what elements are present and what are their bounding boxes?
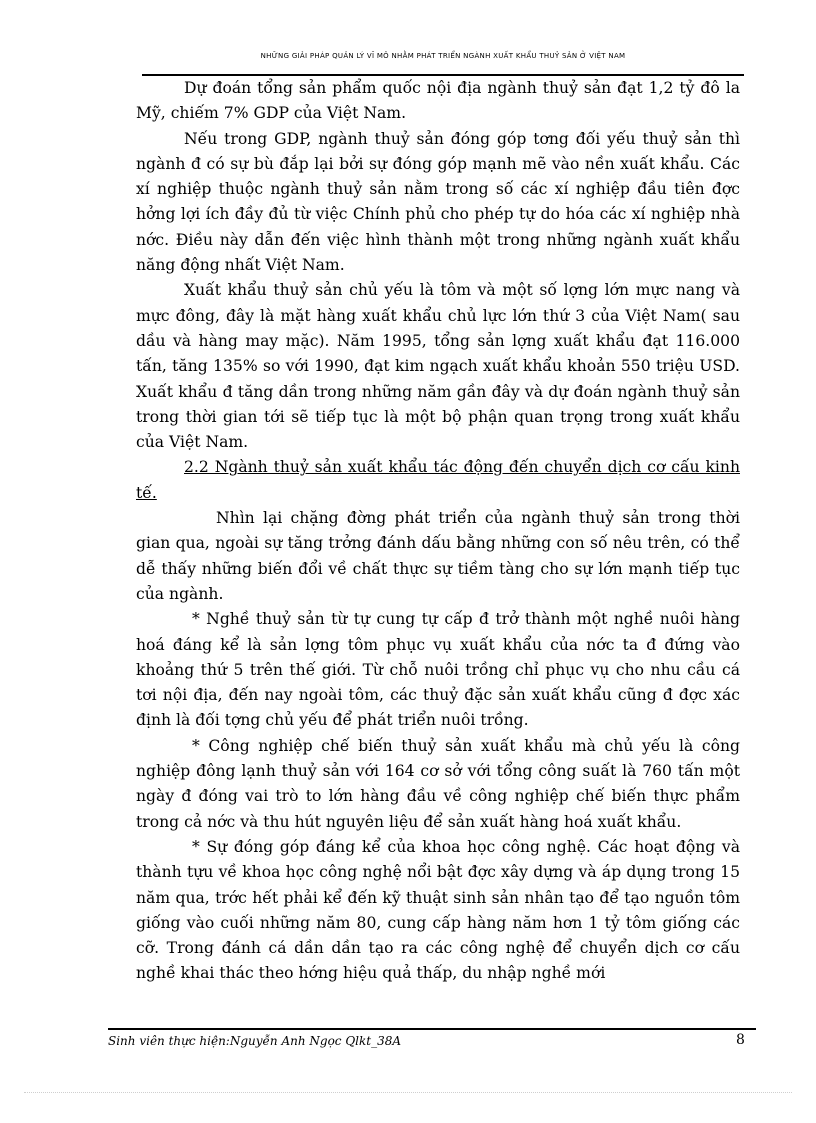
footer-author: Sinh viên thực hiện:Nguyễn Anh Ngọc Qlkt_38A: [108, 1034, 402, 1048]
document-body: [136, 76, 740, 987]
paragraph: Nhìn lại chặng đờng phát triển của ngành thuỷ sản trong thời gian qua, ngoài sự tăng trởng đánh dấu bằng những con số nêu trên, có thể dễ thấy những biến đổi về chất thực sự tiềm tàng cho sự lớn mạnh tiếp tục của ngành.: [136, 509, 740, 603]
paragraph: * Nghề thuỷ sản từ tự cung tự cấp đ trở thành một nghề nuôi hàng hoá đáng kể là sản lợng tôm phục vụ xuất khẩu của nớc ta đ đứng vào khoảng thứ 5 trên thế giới. Từ chỗ nuôi trồng chỉ phục vụ cho nhu cầu cá tơi nội địa, đến nay ngoài tôm, các thuỷ đặc sản xuất khẩu cũng đ đợc xác định là đối tợng chủ yếu để phát triển nuôi trồng.: [136, 610, 740, 730]
footer-divider: [108, 1028, 756, 1030]
paragraph: Nếu trong GDP, ngành thuỷ sản đóng góp tơng đối yếu thuỷ sản thì ngành đ có sự bù đắp lại bởi sự đóng góp mạnh mẽ vào nền xuất khẩu. Các xí nghiệp thuộc ngành thuỷ sản nằm trong số các xí nghiệp đầu tiên đợc hởng lợi ích đầy đủ từ việc Chính phủ cho phép tự do hóa các xí nghiệp nhà nớc. Điều này dẫn đến việc hình thành một trong những ngành xuất khẩu năng động nhất Việt Nam.: [136, 129, 740, 275]
paragraph: Dự đoán tổng sản phẩm quốc nội địa ngành thuỷ sản đạt 1,2 tỷ đô la Mỹ, chiếm 7% GDP của Việt Nam.: [136, 79, 740, 123]
running-header: [142, 48, 744, 76]
page-bottom-edge: [24, 1092, 792, 1093]
section-heading: 2.2 Ngành thuỷ sản xuất khẩu tác động đến chuyển dịch cơ cấu kinh tế.: [136, 458, 740, 502]
paragraph: * Sự đóng góp đáng kể của khoa học công nghệ. Các hoạt động và thành tựu về khoa học công nghệ nổi bật đợc xây dựng và áp dụng trong 15 năm qua, trớc hết phải kể đến kỹ thuật sinh sản nhân tạo để tạo nguồn tôm giống vào cuối những năm 80, cung cấp hàng năm hơn 1 tỷ tôm giống các cỡ. Trong đánh cá dần dần tạo ra các công nghệ để chuyển dịch cơ cấu nghề khai thác theo hớng hiệu quả thấp, du nhập nghề mới: [136, 837, 740, 983]
paragraph: * Công nghiệp chế biến thuỷ sản xuất khẩu mà chủ yếu là công nghiệp đông lạnh thuỷ sản với 164 cơ sở với tổng công suất là 760 tấn một ngày đ đóng vai trò to lớn hàng đầu về công nghiệp chế biến thực phẩm trong cả nớc và thu hút nguyên liệu để sản xuất hàng hoá xuất khẩu.: [136, 736, 740, 831]
page-number: 8: [736, 1032, 745, 1048]
paragraph: Xuất khẩu thuỷ sản chủ yếu là tôm và một số lợng lớn mực nang và mực đông, đây là mặt hàng xuất khẩu chủ lực lớn thứ 3 của Việt Nam( sau dầu và hàng may mặc). Năm 1995, tổng sản lợng xuất khẩu đạt 116.000 tấn, tăng 135% so với 1990, đạt kim ngạch xuất khẩu khoản 550 triệu USD. Xuất khẩu đ tăng dần trong những năm gần đây và dự đoán ngành thuỷ sản trong thời gian tới sẽ tiếp tục là một bộ phận quan trọng trong xuất khẩu của Việt Nam.: [136, 281, 740, 452]
running-header-title: NHỮNG GIẢI PHÁP QUẢN LÝ VĨ MÔ NHẰM PHÁT TRIỂN NGÀNH XUẤT KHẨU THUỶ SẢN Ở VIỆT NAM: [260, 52, 626, 60]
